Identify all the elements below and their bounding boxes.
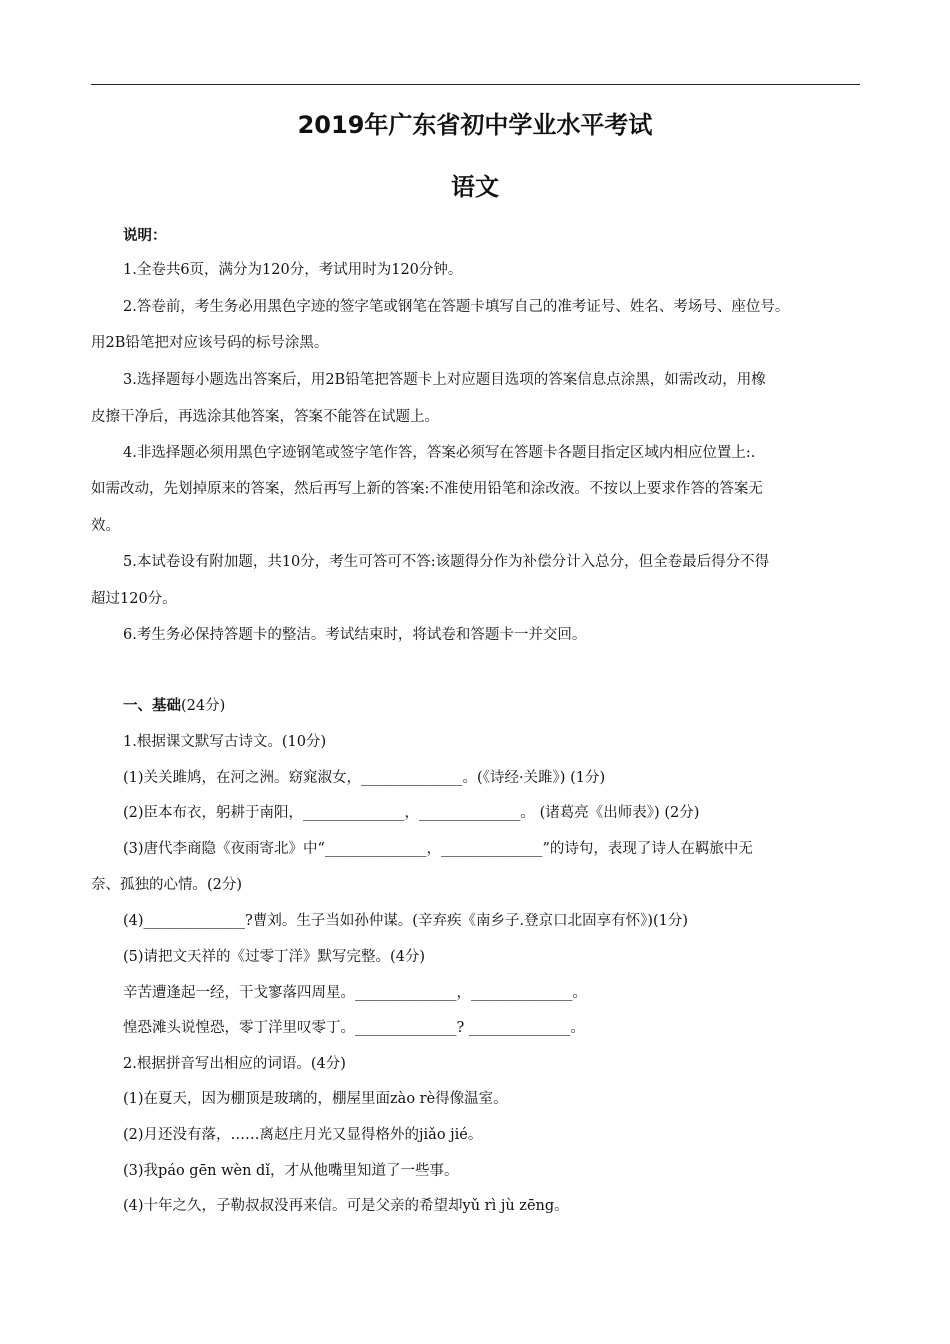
question-prompt: 2.根据拼音写出相应的词语。(4分): [123, 1056, 346, 1072]
instruction-line: 2.答卷前，考生务必用黑色字迹的签字笔或钢笔在答题卡填写自己的准考证号、姓名、考场号、座位号。: [123, 299, 790, 315]
question-line: (1)关关雎鸠，在河之洲。窈窕淑女，______________。(《诗经·关雎》) (1分): [123, 770, 606, 786]
instruction-line: 用2B铅笔把对应该号码的标号涂黑。: [91, 335, 329, 351]
question-line: (2)月还没有落，……离赵庄月光又显得格外的jiǎo jié。: [123, 1127, 483, 1143]
question-prompt: 1.根据课文默写古诗文。(10分): [123, 734, 327, 750]
subject-title: 语文: [451, 173, 499, 201]
instruction-line: 4.非选择题必须用黑色字迹钢笔或签字笔作答，答案必须写在答题卡各题目指定区域内相应位置上:.: [123, 445, 756, 461]
instruction-line: 超过120分。: [91, 591, 177, 607]
instruction-line: 如需改动，先划掉原来的答案，然后再写上新的答案:不准使用铅笔和涂改液。不按以上要求作答的答案无: [91, 481, 763, 497]
instruction-line: 6.考生务必保持答题卡的整洁。考试结束时，将试卷和答题卡一并交回。: [123, 627, 587, 643]
question-line: 惶恐滩头说惶恐，零丁洋里叹零丁。______________? ______________。: [123, 1020, 585, 1036]
section-title: 一、基础: [123, 697, 181, 714]
question-line: (4)十年之久，子勒叔叔没再来信。可是父亲的希望却yǔ rì jù zēng。: [123, 1198, 569, 1214]
question-line: (5)请把文天祥的《过零丁洋》默写完整。(4分): [123, 949, 426, 965]
instruction-line: 1.全卷共6页，满分为120分，考试用时为120分钟。: [123, 262, 463, 278]
question-line: (1)在夏天，因为棚顶是玻璃的，棚屋里面zào rè得像温室。: [123, 1091, 508, 1107]
exam-title: 2019年广东省初中学业水平考试: [297, 111, 653, 139]
instructions-heading: 说明：: [123, 227, 167, 244]
question-line: 奈、孤独的心情。(2分): [91, 877, 243, 893]
instruction-line: 3.选择题每小题选出答案后，用2B铅笔把答题卡上对应题目选项的答案信息点涂黑，如需改动，用橡: [123, 372, 766, 388]
instruction-line: 皮擦干净后，再选涂其他答案，答案不能答在试题上。: [91, 409, 439, 425]
section-score: (24分): [181, 698, 226, 714]
question-line: (3)唐代李商隐《夜雨寄北》中“______________，______________”的诗句，表现了诗人在羁旅中无: [123, 841, 753, 857]
question-line: 辛苦遭逢起一经，干戈寥落四周星。______________，______________。: [123, 985, 587, 1001]
question-line: (2)臣本布衣，躬耕于南阳，______________，______________。 (诸葛亮《出师表》) (2分): [123, 805, 700, 821]
instruction-line: 5.本试卷设有附加题，共10分，考生可答可不答:该题得分作为补偿分计入总分，但全卷最后得分不得: [123, 554, 770, 570]
question-line: (3)我páo gēn wèn dǐ，才从他嘴里知道了一些事。: [123, 1163, 459, 1179]
instruction-line: 效。: [91, 518, 120, 534]
question-line: (4)______________?曹刘。生子当如孙仲谋。(辛弃疾《南乡子.登京口北固享有怀》)(1分): [123, 913, 689, 929]
header-rule: [91, 84, 860, 85]
section-heading: [123, 699, 225, 714]
